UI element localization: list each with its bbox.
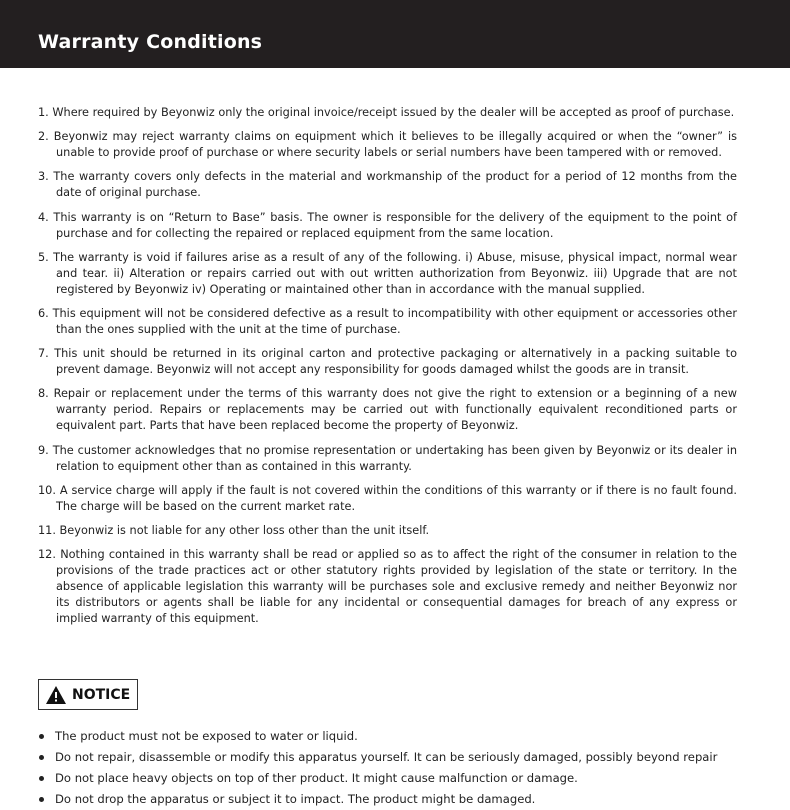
notice-list — [38, 726, 717, 810]
notice-text: The product must not be exposed to water or liquid. — [55, 729, 358, 743]
condition-item: 8. Repair or replacement under the terms of this warranty does not give the right to extension or a beginning of a new warranty period. Repairs or replacements may be carried out with functionally equivalent reconditioned parts or equivalent part. Parts that have been replaced become the property of Beyonwiz. — [38, 387, 737, 433]
notice-item — [38, 789, 717, 810]
condition-item: 5. The warranty is void if failures arise as a result of any of the following. i) Abuse, misuse, physical impact, normal wear and tear. ii) Alteration or repairs carried out with out written authorization from Beyonwiz. iii) Upgrade that are not registered by Beyonwiz iv) Operating or maintained other than in accordance with the manual supplied. — [38, 250, 737, 296]
notice-text: Do not drop the apparatus or subject it to impact. The product might be damaged. — [55, 792, 536, 806]
condition-item: 11. Beyonwiz is not liable for any other loss other than the unit itself. — [38, 523, 430, 537]
warranty-conditions-list — [38, 105, 737, 635]
notice-item — [38, 726, 717, 747]
notice-item — [38, 768, 717, 789]
page-title: Warranty Conditions — [38, 31, 263, 53]
bullet-icon — [39, 755, 44, 760]
bullet-icon — [39, 734, 44, 739]
notice-item — [38, 747, 717, 768]
condition-item: 10. A service charge will apply if the fault is not covered within the conditions of this warranty or if there is no fault found. The charge will be based on the current market rate. — [38, 483, 737, 513]
bullet-icon — [39, 797, 44, 802]
condition-item: 7. This unit should be returned in its original carton and protective packaging or alternatively in a packing suitable to prevent damage. Beyonwiz will not accept any responsibility for goods damaged whilst the goods are in transit. — [38, 347, 737, 377]
condition-item: 9. The customer acknowledges that no promise representation or undertaking has been given by Beyonwiz or its dealer in relation to equipment other than as contained in this warranty. — [38, 443, 737, 473]
notice-text: Do not repair, disassemble or modify this apparatus yourself. It can be seriously damaged, possibly beyond repair — [55, 750, 718, 764]
condition-item: 12. Nothing contained in this warranty shall be read or applied so as to affect the right of the consumer in relation to the provisions of the trade practices act or other statutory rights provided by legislation of the state or territory. In the absence of applicable legislation this warranty will be purchases sole and exclusive remedy and neither Beyonwiz nor its distributors or agents shall be liable for any incidental or consequential damages for breach of any express or implied warranty of this equipment. — [38, 548, 737, 626]
warning-triangle-icon — [46, 686, 66, 704]
condition-item: 2. Beyonwiz may reject warranty claims on equipment which it believes to be illegally acquired or when the “owner” is unable to provide proof of purchase or where security labels or serial numbers have been tampered with or removed. — [38, 130, 737, 160]
condition-item: 6. This equipment will not be considered defective as a result to incompatibility with other equipment or accessories other than the ones supplied with the unit at the time of purchase. — [38, 306, 737, 336]
header-bar — [0, 0, 790, 68]
condition-item: 1. Where required by Beyonwiz only the original invoice/receipt issued by the dealer will be accepted as proof of purchase. — [38, 106, 735, 119]
notice-label: NOTICE — [72, 686, 131, 703]
bullet-icon — [39, 776, 44, 781]
condition-item: 3. The warranty covers only defects in the material and workmanship of the product for a period of 12 months from the date of original purchase. — [38, 170, 737, 200]
condition-item: 4. This warranty is on “Return to Base” basis. The owner is responsible for the delivery of the equipment to the point of purchase and for collecting the repaired or replaced equipment from the same location. — [38, 210, 737, 240]
notice-text: Do not place heavy objects on top of ther product. It might cause malfunction or damage. — [55, 771, 578, 785]
notice-box — [38, 679, 138, 710]
